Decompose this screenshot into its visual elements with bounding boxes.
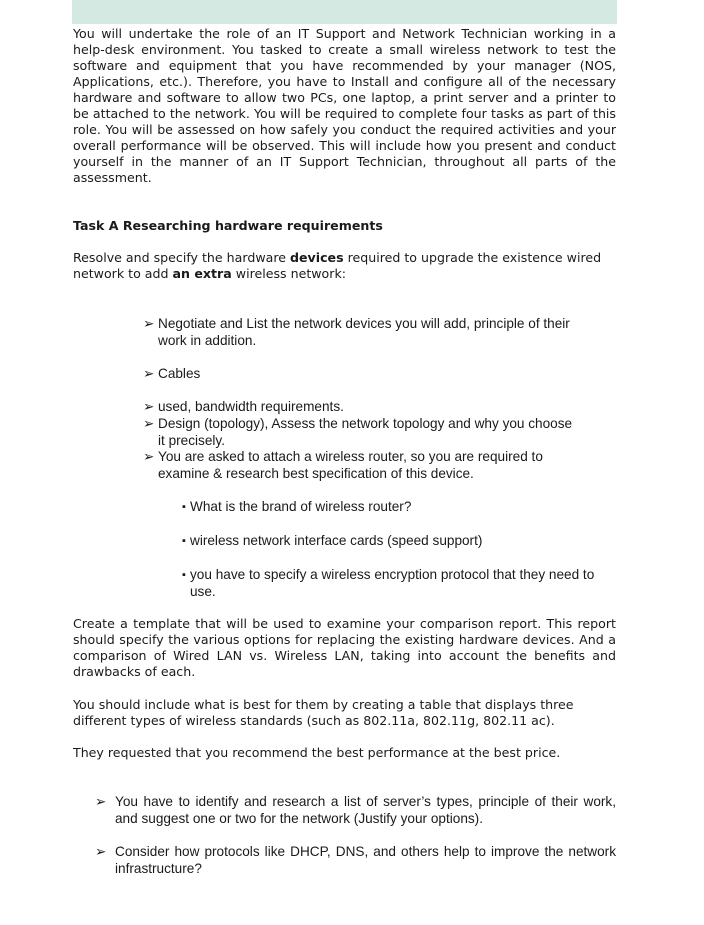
lead-bold-devices: devices [289,250,344,265]
sub-list-item-text: wireless network interface cards (speed support) [190,533,483,548]
list-item-text: Consider how protocols like DHCP, DNS, and others help to improve the network infrastructure? [115,844,616,876]
list-item-text: Cables [158,366,201,381]
arrow-bullet-icon: ➢ [143,316,155,331]
header-band [72,0,617,24]
sub-list-item [182,567,600,600]
sub-list-item [182,533,610,550]
sub-list-item-text: What is the brand of wireless router? [190,499,412,514]
standards-paragraph: You should include what is best for them by creating a table that displays three different types of wireless standards (such as 802.11a, 802.11g, 802.11 ac). [73,697,574,728]
sub-list-item [182,499,610,516]
list-item-text: used, bandwidth requirements. [158,399,344,414]
arrow-bullet-icon: ➢ [143,366,155,381]
list-item-text: You have to identify and research a list of server’s types, principle of their work, and suggest one or two for the network (Justify your options). [115,794,616,826]
list-item-text: Design (topology), Assess the network topology and why you choose it precisely. [158,416,573,448]
task-a-heading: Task A Researching hardware requirements [73,218,383,233]
list-item [143,449,598,482]
lead-text: Resolve and specify the hardware [73,250,290,265]
lead-text: required to upgrade the existence wired network to add [73,250,602,281]
list-item [143,366,598,383]
list-item-text: You are asked to attach a wireless router, so you are required to examine & research best specification of this device. [158,449,543,481]
task-a-lead [73,250,603,282]
arrow-bullet-icon: ➢ [143,449,155,464]
arrow-bullet-icon: ➢ [143,416,155,431]
template-paragraph: Create a template that will be used to examine your comparison report. This report should specify the various options for replacing the existing hardware devices. And a comparison of Wired LAN vs. Wireless LAN, taking into account the benefits and drawbacks of each. [73,616,616,679]
square-bullet-icon: ▪ [182,569,186,581]
arrow-bullet-icon: ➢ [95,844,107,859]
sub-list-item-text: you have to specify a wireless encryption protocol that they need to use. [190,567,595,599]
list-item [95,844,616,877]
arrow-bullet-icon: ➢ [143,399,155,414]
arrow-bullet-icon: ➢ [95,794,107,809]
intro-paragraph: You will undertake the role of an IT Support and Network Technician working in a help-desk environment. You tasked to create a small wireless network to test the software and equipment that you have recommended by your manager (NOS, Applications, etc.). Therefore, you have to Install and configure all of the necessary hardware and software to allow two PCs, one laptop, a print server and a printer to be attached to the network. You will be required to complete four tasks as part of this role. You will be assessed on how safely you conduct the required activities and your overall performance will be observed. This will include how you present and conduct yourself in the manner of an IT Support Technician, throughout all parts of the assessment. [73,26,616,185]
list-item [143,416,578,449]
price-paragraph: They requested that you recommend the best performance at the best price. [73,745,561,760]
lead-text: wireless network: [231,266,346,281]
square-bullet-icon: ▪ [182,501,186,513]
list-item [95,794,616,827]
list-item-text: Negotiate and List the network devices you will add, principle of their work in addition. [158,316,570,348]
lead-bold-extra: an extra [172,266,232,281]
list-item [143,316,598,349]
list-item [143,399,598,416]
square-bullet-icon: ▪ [182,535,186,547]
